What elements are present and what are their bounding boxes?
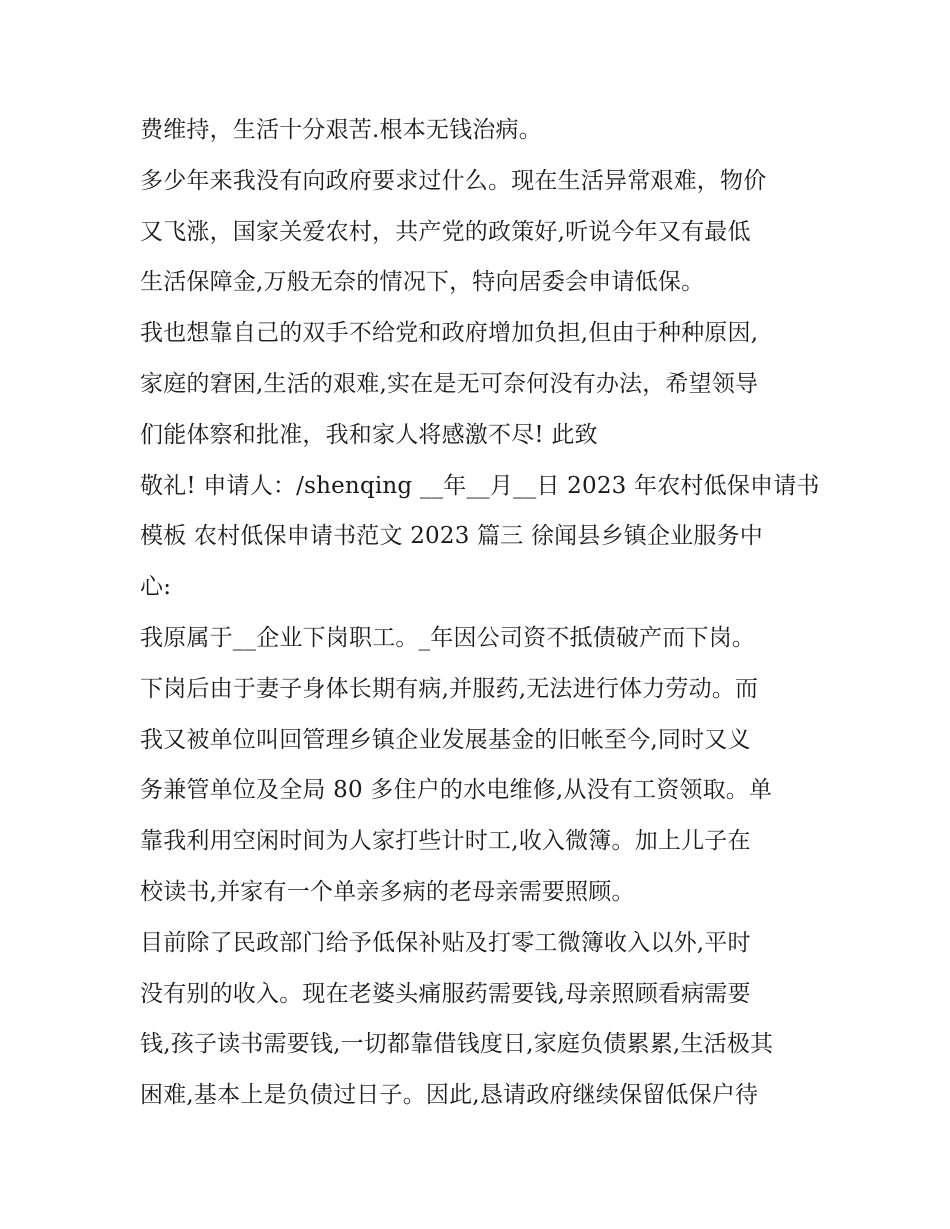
text-line: 费维持，生活十分艰苦.根本无钱治病。	[140, 117, 542, 143]
text-line: 钱,孩子读书需要钱,一切都靠借钱度日,家庭负债累累,生活极其	[140, 1031, 774, 1058]
text-line: 家庭的窘困,生活的艰难,实在是无可奈何没有办法，希望领导	[140, 370, 759, 397]
text-line: 生活保障金,万般无奈的情况下，特向居委会申请低保。	[140, 269, 705, 296]
text-line: 务兼管单位及全局 80 多住户的水电维修,从没有工资领取。单	[140, 777, 773, 804]
text-line: 敬礼! 申请人：/shenqing __年__月__日 2023 年农村低保申请书	[140, 472, 820, 499]
text-line: 我原属于__企业下岗职工。_年因公司资不抵债破产而下岗。	[140, 624, 756, 651]
text-line: 校读书,并家有一个单亲多病的老母亲需要照顾。	[140, 878, 635, 905]
text-line: 又飞涨，国家关爱农村，共产党的政策好,听说今年又有最低	[140, 218, 751, 245]
document-body	[140, 105, 820, 1121]
text-line: 们能体察和批准，我和家人将感激不尽! 此致	[140, 421, 598, 448]
text-line: 目前除了民政部门给予低保补贴及打零工微簿收入以外,平时	[140, 929, 751, 956]
text-line: 我也想靠自己的双手不给党和政府增加负担,但由于种种原因,	[140, 320, 759, 347]
text-line: 心:	[140, 574, 172, 601]
text-line: 我又被单位叫回管理乡镇企业发展基金的旧帐至今,同时又义	[140, 726, 751, 753]
text-line: 困难,基本上是负债过日子。因此,恳请政府继续保留低保户待	[140, 1082, 759, 1109]
text-line: 下岗后由于妻子身体长期有病,并服药,无法进行体力劳动。而	[140, 675, 759, 702]
text-line: 多少年来我没有向政府要求过什么。现在生活异常艰难，物价	[140, 167, 767, 194]
text-line: 模板 农村低保申请书范文 2023 篇三 徐闻县乡镇企业服务中	[140, 523, 763, 550]
text-line: 没有别的收入。现在老婆头痛服药需要钱,母亲照顾看病需要	[140, 980, 751, 1007]
text-line: 靠我利用空闲时间为人家打些计时工,收入微簿。加上儿子在	[140, 828, 751, 855]
